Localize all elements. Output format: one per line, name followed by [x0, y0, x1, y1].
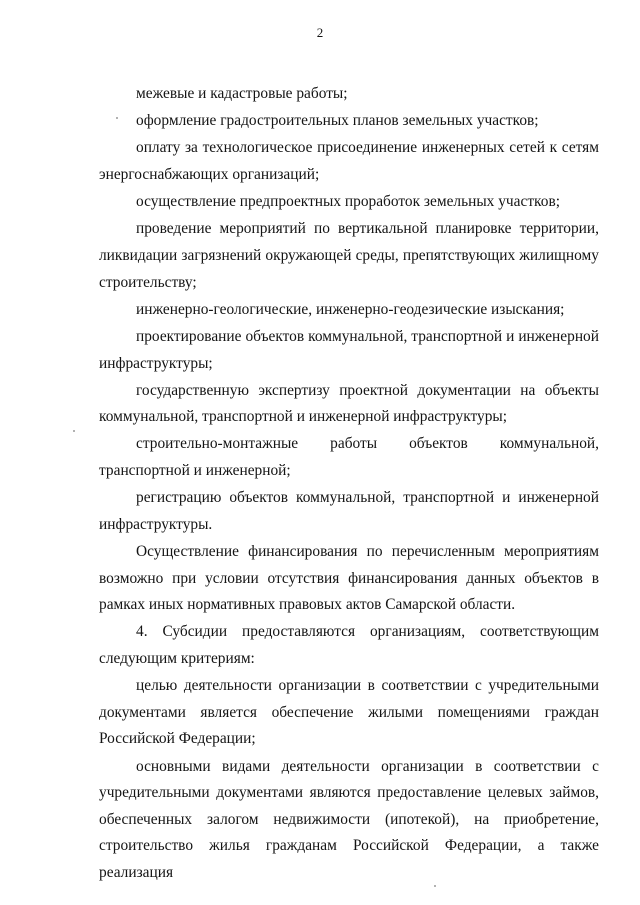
- list-item-survey-works: межевые и кадастровые работы;: [136, 85, 348, 102]
- scan-speck: [116, 117, 118, 119]
- list-item-preproject-studies: осуществление предпроектных проработок земельных участков;: [136, 193, 560, 211]
- list-item-registration: регистрацию объектов коммунальной, транспортной и инженерной инфраструктуры.: [99, 489, 599, 533]
- scan-speck: [73, 430, 75, 432]
- page-number: 2: [316, 25, 324, 40]
- list-item-state-expertise: государственную экспертизу проектной документации на объекты коммунальной, транспортной и инженерной инфраструктуры;: [99, 381, 599, 426]
- list-item-site-planning: проведение мероприятий по вертикальной планировке территории, ликвидации загрязнений окружающей среды, препятствующих жилищному строительству;: [99, 220, 599, 291]
- list-item-engineering-surveys: инженерно-геологические, инженерно-геодезические изыскания;: [136, 300, 565, 318]
- financing-paragraph: Осуществление финансирования по перечисленным мероприятиям возможно при условии отсутствия финансирования данных объектов в рамках иных нормативных правовых актов Самарской области.: [99, 543, 599, 614]
- list-item-urban-plans: оформление градостроительных планов земельных участков;: [136, 112, 539, 130]
- document-body: [99, 81, 599, 887]
- criterion-main-activities: основными видами деятельности организации в соответствии с учредительными документами являются предоставление целевых займов, обеспеченных залогом недвижимости (ипотекой), на приобретение, строительство жилья гражданам Российской Федерации, а также реализация: [99, 757, 599, 881]
- scan-speck: [434, 885, 436, 887]
- list-item-construction-works: строительно-монтажные работы объектов коммунальной, транспортной и инженерной;: [99, 435, 599, 480]
- section-4-paragraph: 4. Субсидии предоставляются организациям, соответствующим следующим критериям:: [99, 623, 599, 667]
- criterion-purpose: целью деятельности организации в соответствии с учредительными документами является обеспечение жилыми помещениями граждан Российской Федерации;: [99, 677, 599, 748]
- list-item-grid-connection: оплату за технологическое присоединение инженерных сетей к сетям энергоснабжающих организаций;: [99, 139, 599, 183]
- list-item-infrastructure-design: проектирование объектов коммунальной, транспортной и инженерной инфраструктуры;: [99, 327, 599, 372]
